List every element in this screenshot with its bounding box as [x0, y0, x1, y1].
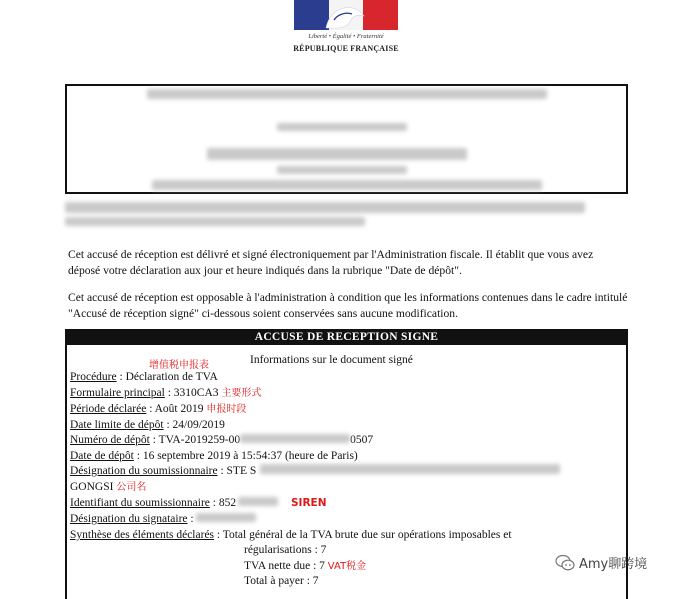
- watermark: [555, 553, 647, 572]
- row-procedure: [70, 370, 218, 385]
- annotation-company: 公司名: [116, 482, 147, 493]
- label-procedure: Procédure: [70, 371, 117, 383]
- annotation-siren: SIREN: [290, 497, 327, 509]
- row-total: [244, 574, 319, 589]
- value-synthese-line2: régularisations : 7: [244, 544, 327, 556]
- value-periode: : Août 2019: [149, 403, 204, 415]
- value-soumissionnaire: : STE S: [220, 465, 257, 477]
- redacted-line: [277, 123, 407, 131]
- annotation-form: 主要形式: [221, 388, 262, 399]
- redacted-line: [277, 166, 407, 174]
- row-synthese: [70, 528, 512, 543]
- annotation-period: 申报时段: [206, 404, 247, 415]
- label-periode: Période déclarée: [70, 403, 147, 415]
- chat-bubble-icon: [555, 554, 575, 572]
- row-soumissionnaire: [70, 464, 560, 479]
- row-formulaire: [70, 386, 261, 401]
- value-date-depot: : 16 septembre 2019 à 15:54:37 (heure de Paris): [136, 450, 358, 462]
- value-signataire: :: [190, 513, 197, 525]
- redacted-line: [152, 180, 542, 190]
- row-tva-nette: [244, 559, 366, 574]
- redacted-value: [196, 513, 256, 522]
- value-procedure: : Déclaration de TVA: [119, 371, 218, 383]
- value-tva-nette: TVA nette due : 7: [244, 560, 325, 572]
- value-numero: : TVA-2019259-00: [152, 434, 241, 446]
- value-date-limite: : 24/09/2019: [166, 419, 225, 431]
- value-formulaire: : 3310CA3: [167, 387, 219, 399]
- redacted-line: [147, 89, 547, 99]
- label-synthese: Synthèse des éléments déclarés: [70, 529, 215, 541]
- redacted-value: [240, 434, 350, 443]
- row-signataire: [70, 512, 256, 527]
- annotation-vat: VAT税金: [327, 561, 367, 572]
- value-numero-tail: 0507: [350, 434, 374, 446]
- label-numero: Numéro de dépôt: [70, 434, 150, 446]
- annotation-vat-return: 增值税申报表: [149, 360, 209, 371]
- row-date-limite: [70, 418, 225, 433]
- document-info-title: Informations sur le document signé: [250, 354, 413, 366]
- redacted-line: [65, 217, 365, 226]
- republic-title: RÉPUBLIQUE FRANÇAISE: [293, 44, 399, 53]
- redacted-value: [260, 464, 560, 474]
- motto-text: Liberté • Égalité • Fraternité: [308, 33, 384, 40]
- label-identifiant: Identifiant du soumissionnaire: [70, 497, 210, 509]
- row-synthese-line2: [244, 543, 326, 558]
- redacted-line: [65, 202, 585, 213]
- republic-logo: [290, 0, 402, 60]
- label-signataire: Désignation du signataire: [70, 513, 188, 525]
- value-total: Total à payer : 7: [244, 575, 319, 587]
- label-date-depot: Date de dépôt: [70, 450, 134, 462]
- row-numero: [70, 433, 373, 448]
- redacted-value: [238, 497, 278, 506]
- sender-address-box: [65, 84, 628, 194]
- value-identifiant: : 852: [212, 497, 237, 509]
- watermark-text: Amy聊跨境: [579, 557, 648, 572]
- label-formulaire: Formulaire principal: [70, 387, 165, 399]
- row-soumissionnaire-cont: [70, 480, 146, 495]
- intro-paragraph-2: Cet accusé de réception est opposable à l'administration à condition que les informations contenues dans le cadre intitulé "Accusé de réception signé" ci-dessous soient conservées sans aucune modification.: [68, 291, 628, 320]
- label-soumissionnaire: Désignation du soumissionnaire: [70, 465, 218, 477]
- value-soumissionnaire-cont: GONGSI: [70, 481, 114, 493]
- signed-receipt-title: ACCUSE DE RECEPTION SIGNE: [65, 329, 628, 345]
- redacted-line: [207, 148, 467, 160]
- row-date-depot: [70, 449, 358, 464]
- intro-paragraph-1: Cet accusé de réception est délivré et signé électroniquement par l'Administration fiscale. Il établit que vous avez déposé votre déclaration aux jour et heure indiqués dans la rubrique "Date de dépôt".: [68, 248, 594, 277]
- value-synthese: : Total général de la TVA brute due sur opérations imposables et: [216, 529, 512, 541]
- marianne-profile-icon: [320, 2, 370, 30]
- label-date-limite: Date limite de dépôt: [70, 419, 164, 431]
- row-identifiant: [70, 496, 327, 511]
- row-periode: [70, 402, 246, 417]
